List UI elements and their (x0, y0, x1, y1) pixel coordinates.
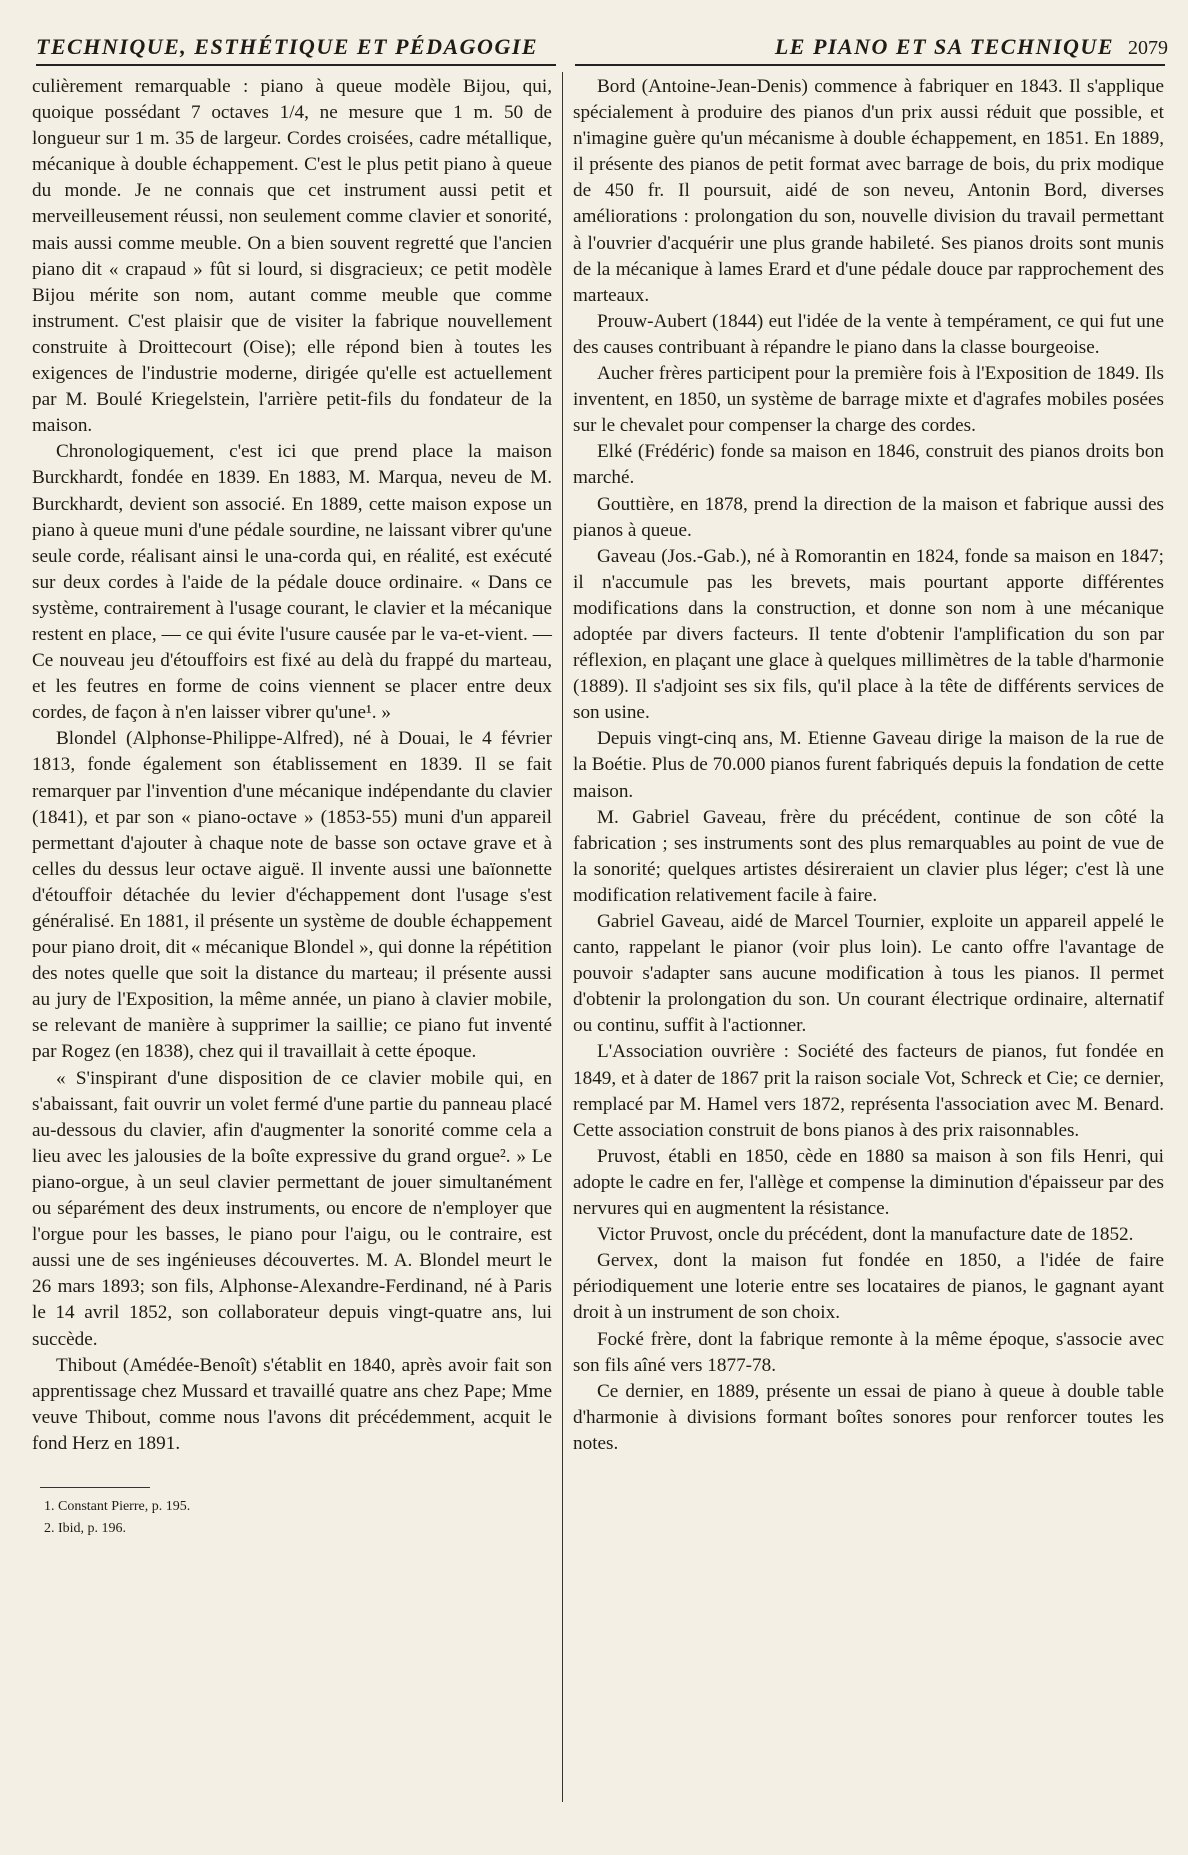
paragraph: Gervex, dont la maison fut fondée en 1850, a l'idée de faire périodiquement une loterie entre ses locataires de pianos, le gagnant ayant droit à un instrument de son choix. (573, 1250, 1164, 1324)
paragraph: Pruvost, établi en 1850, cède en 1880 sa maison à son fils Henri, qui adopte le cadre en fer, l'allège et compense la diminution d'épaisseur par des nervures qui en augmentent la résistance. (573, 1145, 1164, 1220)
paragraph: Focké frère, dont la fabrique remonte à la même époque, s'associe avec son fils aîné vers 1877-78. (573, 1328, 1164, 1376)
paragraph: Chronologiquement, c'est ici que prend place la maison Burckhardt, fondée en 1839. En 1883, M. Marqua, neveu de M. Burckhardt, devient son associé. En 1889, cette maison expose un piano à queue muni d'une pédale sourdine, ne laissant vibrer qu'une seule corde, réalisant ainsi le una-corda qui, en réalité, est exécuté sur deux cordes à l'aide de la pédale douce ordinaire. « Dans ce système, contrairement à l'usage courant, le clavier et la mécanique restent en place, — ce qui évite l'usure causée par le va-et-vient. — Ce nouveau jeu d'étouffoirs est fixé au delà du frappé du marteau, et les feutres en forme de coins viennent se placer entre deux cordes, de façon à n'en laisser vibrer qu'une¹. » (32, 441, 552, 724)
paragraph: Prouw-Aubert (1844) eut l'idée de la vente à tempérament, ce qui fut une des causes contribuant à répandre le piano dans la classe bourgeoise. (573, 310, 1164, 358)
header-left-title: TECHNIQUE, ESTHÉTIQUE ET PÉDAGOGIE (36, 34, 539, 59)
right-column (573, 74, 1164, 1457)
paragraph: « S'inspirant d'une disposition de ce clavier mobile qui, en s'abaissant, fait ouvrir un volet fermé d'une partie du panneau placé au-dessous du clavier, afin d'augmenter la sonorité comme cela a lieu avec les jalousies de la boîte expressive du grand orgue². » Le piano-orgue, à un seul clavier permettant de jouer simultanément ou séparément des deux instruments, ou encore de n'employer que l'orgue pour les basses, le piano pour l'aigu, ou le contraire, est aussi une de ses ingénieuses découvertes. M. A. Blondel meurt le 26 mars 1893; son fils, Alphonse-Alexandre-Ferdinand, né à Paris le 14 avril 1852, son collaborateur depuis vingt-quatre ans, lui succède. (32, 1067, 552, 1350)
paragraph: Aucher frères participent pour la première fois à l'Exposition de 1849. Ils inventent, en 1850, un système de barrage mixte et d'agrafes mobiles posées sur le chevalet pour compenser la charge des cordes. (573, 363, 1164, 437)
paragraph: Elké (Frédéric) fonde sa maison en 1846, construit des pianos droits bon marché. (573, 441, 1164, 489)
header-right (775, 34, 1168, 60)
paragraph: Ce dernier, en 1889, présente un essai de piano à queue à double table d'harmonie à divisions formant boîtes sonores pour renforcer toutes les notes. (573, 1380, 1164, 1454)
paragraph: Gouttière, en 1878, prend la direction de la maison et fabrique aussi des pianos à queue. (573, 493, 1164, 541)
paragraph: Victor Pruvost, oncle du précédent, dont la manufacture date de 1852. (597, 1224, 1134, 1246)
footnote-rule (40, 1487, 150, 1488)
left-column (32, 74, 552, 1540)
paragraph: M. Gabriel Gaveau, frère du précédent, continue de son côté la fabrication ; ses instruments sont des plus remarquables au point de vue de la sonorité; quelques artistes désireraient un clavier plus léger; c'est là une modification relativement facile à faire. (573, 806, 1164, 906)
paragraph: Gaveau (Jos.-Gab.), né à Romorantin en 1824, fonde sa maison en 1847; il n'accumule pas les brevets, mais pourtant apporte différentes modifications dans la construction, et donne son nom à une mécanique adoptée par divers facteurs. Il tente d'obtenir l'amplification du son par réflexion, en plaçant une glace à quelques millimètres de la table d'harmonie (1889). Il s'adjoint ses six fils, qu'il place à la tête de différents services de son usine. (573, 545, 1164, 724)
footnotes (44, 1496, 552, 1540)
paragraph: Bord (Antoine-Jean-Denis) commence à fabriquer en 1843. Il s'applique spécialement à produire des pianos d'un prix aussi réduit que possible, et n'imagine guère qu'un mécanisme à double échappement, en 1851. En 1889, il présente des pianos de petit format avec barrage de bois, du prix modique de 450 fr. Il poursuit, aidé de son neveu, Antonin Bord, diverses améliorations : prolongation du son, nouvelle division du travail permettant à l'ouvrier d'acquérir une plus grande habileté. Ses pianos droits sont munis de la mécanique à lames Erard et d'une pédale douce par rapprochement des marteaux. (573, 76, 1164, 306)
paragraph: culièrement remarquable : piano à queue modèle Bijou, qui, quoique possédant 7 octaves 1/4, ne mesure que 1 m. 50 de longueur sur 1 m. 35 de largeur. Cordes croisées, cadre métallique, mécanique à double échappement. C'est le plus petit piano à queue du monde. Je ne connais que cet instrument aussi petit et merveilleusement réussi, non seulement comme clavier et sonorité, mais aussi comme meuble. On a bien souvent regretté que l'ancien piano dit « crapaud » fût si lourd, si disgracieux; ce petit modèle Bijou mérite son nom, autant comme meuble que comme instrument. C'est plaisir que de visiter la fabrique nouvellement construite à Droittecourt (Oise); elle répond bien à toutes les exigences de l'industrie moderne, dirigée qu'elle est actuellement par M. Boulé Kriegelstein, l'arrière petit-fils du fondateur de la maison. (32, 76, 552, 437)
footnote: 1. Constant Pierre, p. 195. (44, 1498, 191, 1514)
footnote: 2. Ibid, p. 196. (44, 1520, 127, 1536)
paragraph: L'Association ouvrière : Société des facteurs de pianos, fut fondée en 1849, et à dater de 1867 prit la raison sociale Vot, Schreck et Cie; ce dernier, remplacé par M. Hamel vers 1872, représenta l'association avec M. Benard. Cette association construit de bons pianos à des prix raisonnables. (573, 1041, 1164, 1141)
header-right-title: LE PIANO ET SA TECHNIQUE (774, 34, 1114, 59)
running-header (36, 30, 1168, 66)
page-number: 2079 (1128, 37, 1168, 59)
header-rule-left (36, 64, 556, 66)
paragraph: Gabriel Gaveau, aidé de Marcel Tournier, exploite un appareil appelé le canto, rappelant le pianor (voir plus loin). Le canto offre l'avantage de pouvoir s'adapter sans aucune modification à tous les pianos. Il permet d'obtenir la prolongation du son. Un courant électrique ordinaire, alternatif ou continu, suffit à l'actionner. (573, 911, 1164, 1037)
column-divider (562, 72, 563, 1802)
header-rule-right (575, 64, 1165, 66)
paragraph: Depuis vingt-cinq ans, M. Etienne Gaveau dirige la maison de la rue de la Boétie. Plus de 70.000 pianos furent fabriqués depuis la fondation de cette maison. (573, 728, 1164, 802)
paragraph: Thibout (Amédée-Benoît) s'établit en 1840, après avoir fait son apprentissage chez Mussard et travaillé quatre ans chez Pape; Mme veuve Thibout, comme nous l'avons dit précédemment, acquit le fond Herz en 1891. (32, 1354, 552, 1454)
paragraph: Blondel (Alphonse-Philippe-Alfred), né à Douai, le 4 février 1813, fonde également son établissement en 1839. Il se fait remarquer par l'invention d'une mécanique indépendante du clavier (1841), et par son « piano-octave » (1853-55) muni d'un appareil permettant d'ajouter à chaque note de basse son octave grave et à celles du dessus leur octave aiguë. Il invente aussi une baïonnette d'étouffoir détachée du levier d'échappement dont l'usage s'est généralisé. En 1881, il présente un système de double échappement pour piano droit, dit « mécanique Blondel », qui donne la répétition des notes quelle que soit la distance du marteau; il présente aussi au jury de l'Exposition, la même année, un piano à clavier mobile, se relevant de manière à supprimer la saillie; ce piano fut inventé par Rogez (en 1838), chez qui il travaillait à cette époque. (32, 728, 552, 1063)
